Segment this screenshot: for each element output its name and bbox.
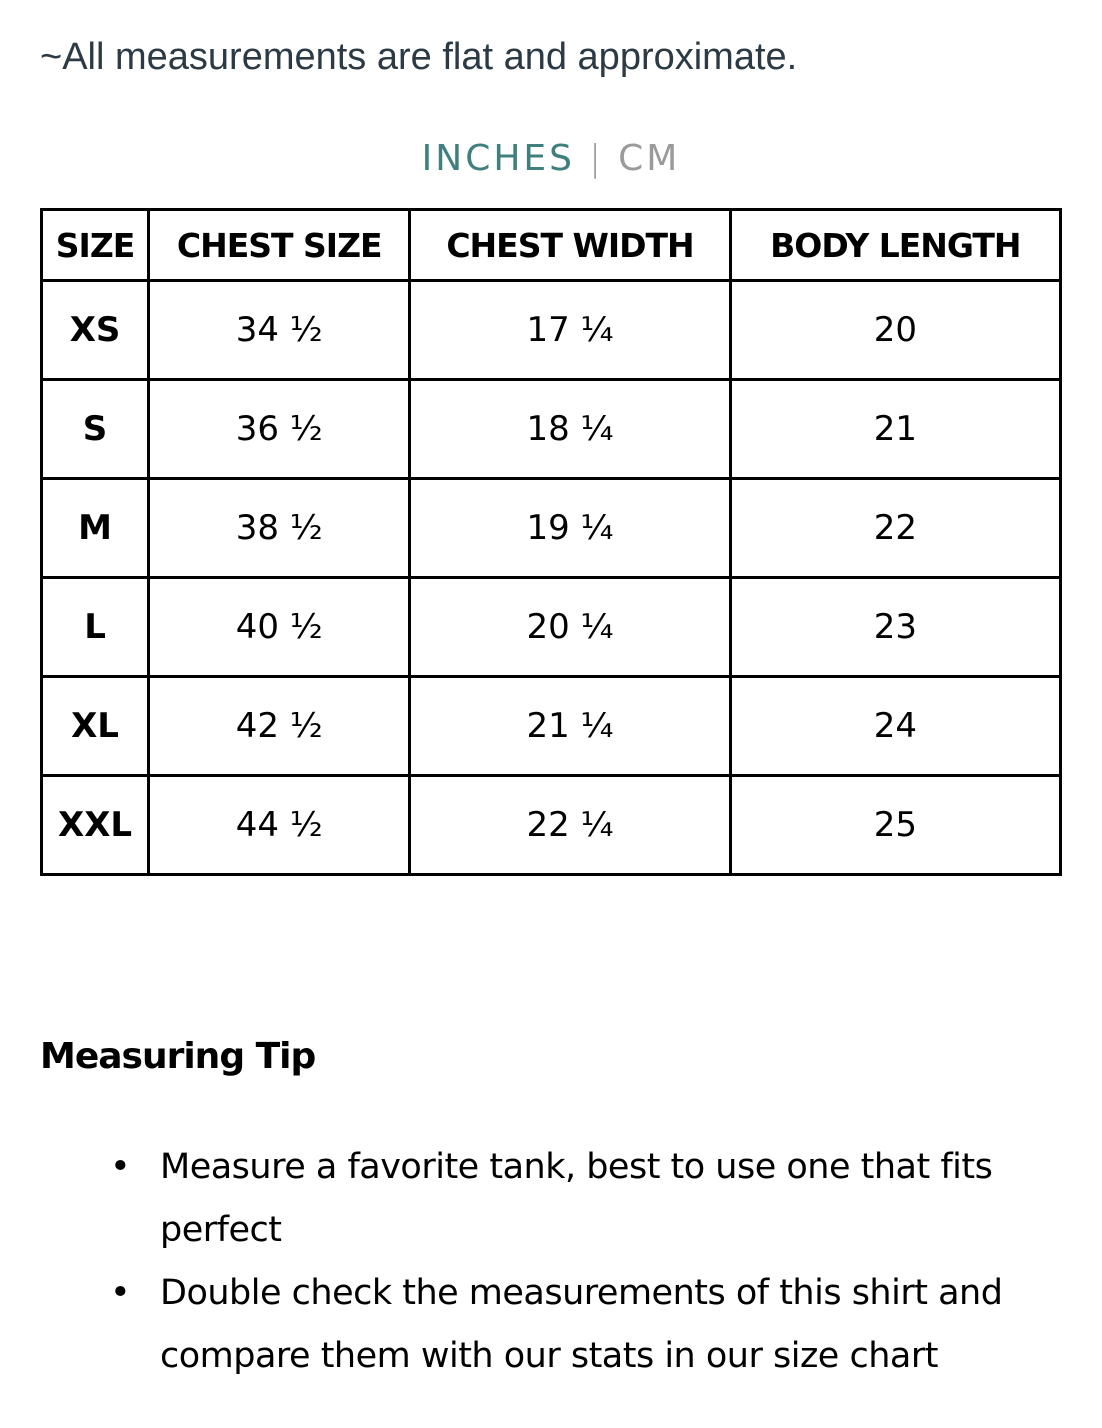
unit-inches-option[interactable]: INCHES xyxy=(421,138,575,179)
measurement-note: ~All measurements are flat and approximate. xyxy=(40,36,798,78)
chest-size-cell: 44 ½ xyxy=(149,776,410,875)
body-length-cell: 25 xyxy=(730,776,1060,875)
header-size: SIZE xyxy=(42,210,149,281)
body-length-cell: 20 xyxy=(730,281,1060,380)
size-cell: L xyxy=(42,578,149,677)
chest-width-cell: 22 ¼ xyxy=(410,776,730,875)
size-cell: M xyxy=(42,479,149,578)
chest-width-cell: 21 ¼ xyxy=(410,677,730,776)
chest-width-cell: 19 ¼ xyxy=(410,479,730,578)
header-chest-width: CHEST WIDTH xyxy=(410,210,730,281)
body-length-cell: 23 xyxy=(730,578,1060,677)
unit-separator: | xyxy=(589,138,605,179)
chest-size-cell: 40 ½ xyxy=(149,578,410,677)
header-chest-size: CHEST SIZE xyxy=(149,210,410,281)
chest-width-cell: 18 ¼ xyxy=(410,380,730,479)
measuring-tip-heading: Measuring Tip xyxy=(40,1036,316,1077)
body-length-cell: 24 xyxy=(730,677,1060,776)
list-item xyxy=(110,1262,1010,1388)
table-row xyxy=(42,380,1061,479)
table-row xyxy=(42,281,1061,380)
table-row xyxy=(42,578,1061,677)
size-cell: XL xyxy=(42,677,149,776)
chest-width-cell: 17 ¼ xyxy=(410,281,730,380)
table-header-row xyxy=(42,210,1061,281)
size-cell: XS xyxy=(42,281,149,380)
measuring-tip-list xyxy=(110,1136,1010,1388)
tip-text: Measure a favorite tank, best to use one that fits perfect xyxy=(160,1147,993,1250)
header-body-length: BODY LENGTH xyxy=(730,210,1060,281)
chest-size-cell: 36 ½ xyxy=(149,380,410,479)
unit-cm-option[interactable]: CM xyxy=(618,138,681,179)
bullet-icon: • xyxy=(110,1273,131,1313)
bullet-icon: • xyxy=(110,1147,131,1187)
table-row xyxy=(42,677,1061,776)
table-row xyxy=(42,776,1061,875)
table-row xyxy=(42,479,1061,578)
chest-width-cell: 20 ¼ xyxy=(410,578,730,677)
size-cell: S xyxy=(42,380,149,479)
list-item xyxy=(110,1136,1010,1262)
size-chart-table xyxy=(40,208,1062,876)
body-length-cell: 22 xyxy=(730,479,1060,578)
chest-size-cell: 38 ½ xyxy=(149,479,410,578)
unit-toggle xyxy=(0,138,1102,179)
tip-text: Double check the measurements of this shirt and compare them with our stats in our size chart xyxy=(160,1273,1003,1376)
chest-size-cell: 42 ½ xyxy=(149,677,410,776)
body-length-cell: 21 xyxy=(730,380,1060,479)
chest-size-cell: 34 ½ xyxy=(149,281,410,380)
size-cell: XXL xyxy=(42,776,149,875)
